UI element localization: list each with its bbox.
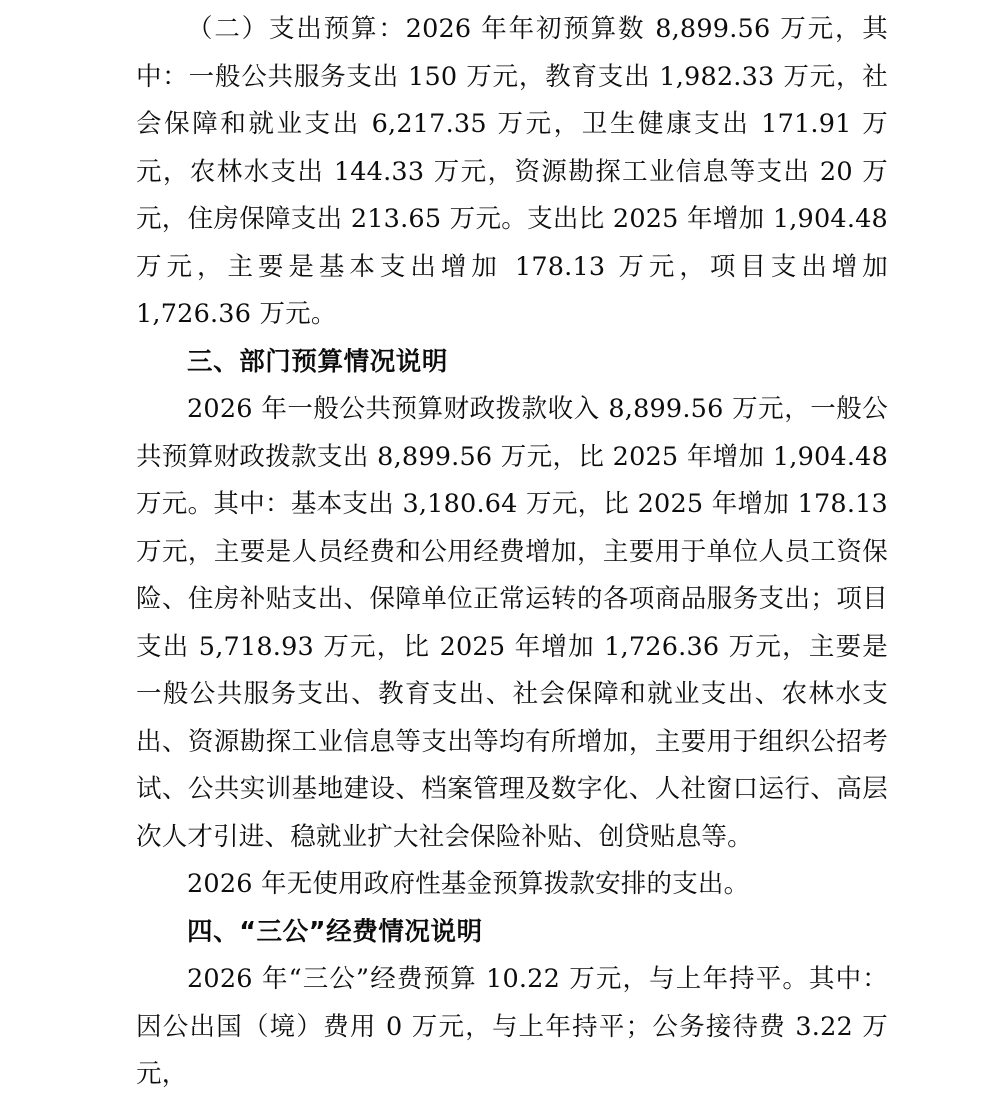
paragraph-no-government-fund-expenditure: 2026 年无使用政府性基金预算拨款安排的支出。 (187, 869, 750, 899)
paragraph-department-budget-description: 2026 年一般公共预算财政拨款收入 8,899.56 万元，一般公共预算财政拨款支出 8,899.56 万元，比 2025 年增加 1,904.48 万元。其中：基本支出 3,180.64 万元，比 2025 年增加 178.13 万元，主要是人员经费和公用经费增加，主要用于单位人员工资保险、住房补贴支出、保障单位正常运转的各项商品服务支出；项目支出 5,718.93 万元，比 2025 年增加 1,726.36 万元，主要是一般公共服务支出、教育支出、社会保障和就业支出、农林水支出、资源勘探工业信息等支出等均有所增加，主要用于组织公招考试、公共实训基地建设、档案管理及数字化、人社窗口运行、高层次人才引进、稳就业扩大社会保险补贴、创贷贴息等。 (136, 394, 888, 852)
paragraph-expenditure-budget: （二）支出预算：2026 年年初预算数 8,899.56 万元，其中：一般公共服务支出 150 万元，教育支出 1,982.33 万元，社会保障和就业支出 6,217.35 万元，卫生健康支出 171.91 万元，农林水支出 144.33 万元，资源勘探工业信息等支出 20 万元，住房保障支出 213.65 万元。支出比 2025 年增加 1,904.48 万元，主要是基本支出增加 178.13 万元，项目支出增加 1,726.36 万元。 (136, 14, 888, 329)
paragraph-three-public-expenses: 2026 年“三公”经费预算 10.22 万元，与上年持平。其中：因公出国（境）费用 0 万元，与上年持平；公务接待费 3.22 万元， (136, 964, 888, 1089)
heading-three-public-expenses: 四、“三公”经费情况说明 (187, 916, 483, 947)
heading-department-budget-description: 三、部门预算情况说明 (187, 346, 449, 377)
